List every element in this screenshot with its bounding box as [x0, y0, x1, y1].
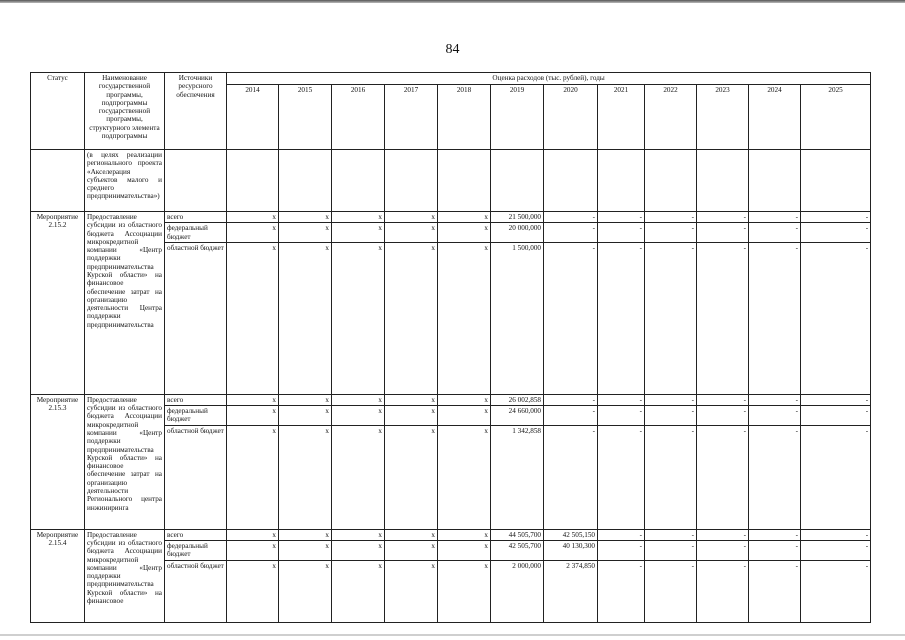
funding-source: всего [165, 529, 227, 540]
year-value-cell: - [598, 394, 645, 405]
year-value-cell: - [801, 223, 871, 243]
year-value-cell: x [279, 394, 332, 405]
year-value-cell: x [332, 529, 385, 540]
year-value-cell: - [801, 425, 871, 529]
year-value-cell: x [227, 425, 279, 529]
year-value-cell: - [598, 540, 645, 560]
year-value-cell: - [697, 560, 749, 622]
scan-bottom-edge [0, 634, 905, 636]
year-value-cell: x [227, 560, 279, 622]
year-value-cell: - [801, 529, 871, 540]
empty-cell [645, 150, 697, 212]
funding-source: областной бюджет [165, 242, 227, 394]
year-value-cell: x [332, 223, 385, 243]
year-value-cell: - [697, 394, 749, 405]
header-year: 2016 [332, 85, 385, 150]
year-value-cell: - [645, 529, 697, 540]
year-value-cell: 42 505,150 [544, 529, 598, 540]
year-value-cell: - [544, 394, 598, 405]
year-value-cell: x [438, 223, 491, 243]
year-value-cell: - [598, 242, 645, 394]
year-value-cell: x [438, 425, 491, 529]
empty-cell [544, 150, 598, 212]
header-year: 2015 [279, 85, 332, 150]
header-year: 2025 [801, 85, 871, 150]
header-year: 2014 [227, 85, 279, 150]
continuation-status-cell [31, 150, 85, 212]
empty-cell [385, 150, 438, 212]
year-value-cell: x [332, 242, 385, 394]
year-value-cell: - [697, 212, 749, 223]
empty-cell [801, 150, 871, 212]
activity-status: Мероприятие 2.15.4 [31, 529, 85, 622]
year-value-cell: - [544, 425, 598, 529]
funding-source: федеральный бюджет [165, 406, 227, 426]
year-value-cell: 1 342,858 [491, 425, 544, 529]
empty-cell [332, 150, 385, 212]
year-value-cell: x [332, 425, 385, 529]
year-value-cell: x [385, 212, 438, 223]
header-year: 2020 [544, 85, 598, 150]
year-value-cell: - [645, 212, 697, 223]
funding-source: областной бюджет [165, 425, 227, 529]
year-value-cell: x [385, 529, 438, 540]
year-value-cell: - [697, 223, 749, 243]
year-value-cell: - [598, 560, 645, 622]
year-value-cell: 2 374,850 [544, 560, 598, 622]
year-value-cell: - [801, 212, 871, 223]
empty-cell [749, 150, 801, 212]
year-value-cell: x [332, 540, 385, 560]
year-value-cell: x [279, 406, 332, 426]
year-value-cell: - [749, 406, 801, 426]
header-year: 2024 [749, 85, 801, 150]
budget-row [31, 394, 871, 405]
year-value-cell: 44 505,700 [491, 529, 544, 540]
budget-table [30, 72, 871, 623]
year-value-cell: - [749, 212, 801, 223]
header-estimate: Оценка расходов (тыс. рублей), годы [227, 73, 871, 85]
year-value-cell: 24 660,000 [491, 406, 544, 426]
year-value-cell: x [332, 406, 385, 426]
activity-name: Предоставление субсидии из областного бюджета Ассоциации микрокредитной компании «Центр поддержки предпринимательства Курской области» на финансовое обеспечение затрат на организацию деятельности Регионального центра инжиниринга [85, 394, 165, 529]
year-value-cell: - [749, 242, 801, 394]
year-value-cell: 1 500,000 [491, 242, 544, 394]
funding-source: областной бюджет [165, 560, 227, 622]
year-value-cell: x [279, 560, 332, 622]
year-value-cell: - [598, 529, 645, 540]
activity-status: Мероприятие 2.15.3 [31, 394, 85, 529]
year-value-cell: x [227, 223, 279, 243]
year-value-cell: - [749, 223, 801, 243]
year-value-cell: x [279, 540, 332, 560]
year-value-cell: - [645, 242, 697, 394]
year-value-cell: - [749, 394, 801, 405]
year-value-cell: - [749, 540, 801, 560]
year-value-cell: 40 130,300 [544, 540, 598, 560]
year-value-cell: - [801, 242, 871, 394]
year-value-cell: x [385, 406, 438, 426]
year-value-cell: - [801, 540, 871, 560]
year-value-cell: x [438, 529, 491, 540]
activity-name: Предоставление субсидии из областного бюджета Ассоциации микрокредитной компании «Центр поддержки предпринимательства Курской области» на финансовое обеспечение затрат на организацию деятельности Центра поддержки предпринимательства [85, 212, 165, 395]
empty-cell [598, 150, 645, 212]
header-sources: Источники ресурсного обеспечения [165, 73, 227, 150]
year-value-cell: - [801, 394, 871, 405]
year-value-cell: x [385, 394, 438, 405]
year-value-cell: x [385, 540, 438, 560]
year-value-cell: - [749, 425, 801, 529]
year-value-cell: - [598, 406, 645, 426]
activity-name: Предоставление субсидии из областного бюджета Ассоциации микрокредитной компании «Центр поддержки предпринимательства Курской области» на финансовое [85, 529, 165, 622]
year-value-cell: x [438, 394, 491, 405]
year-value-cell: - [544, 406, 598, 426]
year-value-cell: - [598, 212, 645, 223]
header-year: 2018 [438, 85, 491, 150]
year-value-cell: x [279, 223, 332, 243]
header-year: 2019 [491, 85, 544, 150]
funding-source: федеральный бюджет [165, 223, 227, 243]
year-value-cell: x [332, 212, 385, 223]
year-value-cell: x [385, 223, 438, 243]
year-value-cell: - [544, 223, 598, 243]
year-value-cell: x [385, 560, 438, 622]
year-value-cell: - [749, 560, 801, 622]
year-value-cell: - [801, 560, 871, 622]
year-value-cell: x [227, 540, 279, 560]
year-value-cell: - [645, 560, 697, 622]
year-value-cell: - [697, 540, 749, 560]
activity-status: Мероприятие 2.15.2 [31, 212, 85, 395]
header-year: 2017 [385, 85, 438, 150]
budget-row [31, 529, 871, 540]
year-value-cell: - [544, 242, 598, 394]
year-value-cell: x [438, 212, 491, 223]
year-value-cell: - [801, 406, 871, 426]
empty-cell [491, 150, 544, 212]
year-value-cell: x [438, 560, 491, 622]
year-value-cell: x [279, 212, 332, 223]
funding-source: федеральный бюджет [165, 540, 227, 560]
year-value-cell: x [332, 394, 385, 405]
year-value-cell: 42 505,700 [491, 540, 544, 560]
year-value-cell: 20 000,000 [491, 223, 544, 243]
empty-cell [165, 150, 227, 212]
empty-cell [279, 150, 332, 212]
year-value-cell: 21 500,000 [491, 212, 544, 223]
empty-cell [697, 150, 749, 212]
header-name: Наименование государственной программы, подпрограммы государственной программы, структурного элемента подпрограммы [85, 73, 165, 150]
year-value-cell: - [697, 406, 749, 426]
year-value-cell: - [645, 223, 697, 243]
year-value-cell: 26 002,858 [491, 394, 544, 405]
scan-top-edge [0, 0, 905, 3]
funding-source: всего [165, 212, 227, 223]
year-value-cell: x [227, 394, 279, 405]
year-value-cell: - [598, 223, 645, 243]
year-value-cell: x [227, 406, 279, 426]
continuation-name: (в целях реализации регионального проекта «Акселерация субъектов малого и среднего предпринимательства») [85, 150, 165, 212]
year-value-cell: x [385, 242, 438, 394]
year-value-cell: x [227, 529, 279, 540]
continuation-row [31, 150, 871, 212]
year-value-cell: x [385, 425, 438, 529]
year-value-cell: - [645, 540, 697, 560]
year-value-cell: - [645, 425, 697, 529]
year-value-cell: x [227, 242, 279, 394]
page-number: 84 [445, 42, 460, 57]
year-value-cell: - [598, 425, 645, 529]
year-value-cell: x [438, 242, 491, 394]
year-value-cell: - [697, 529, 749, 540]
budget-row [31, 212, 871, 223]
header-year: 2023 [697, 85, 749, 150]
year-value-cell: x [279, 529, 332, 540]
year-value-cell: - [749, 529, 801, 540]
year-value-cell: - [645, 406, 697, 426]
empty-cell [438, 150, 491, 212]
year-value-cell: x [438, 540, 491, 560]
year-value-cell: - [697, 242, 749, 394]
year-value-cell: x [279, 242, 332, 394]
empty-cell [227, 150, 279, 212]
year-value-cell: x [279, 425, 332, 529]
year-value-cell: - [645, 394, 697, 405]
header-status: Статус [31, 73, 85, 150]
year-value-cell: x [438, 406, 491, 426]
year-value-cell: x [332, 560, 385, 622]
year-value-cell: 2 000,000 [491, 560, 544, 622]
funding-source: всего [165, 394, 227, 405]
header-year: 2021 [598, 85, 645, 150]
header-year: 2022 [645, 85, 697, 150]
year-value-cell: - [544, 212, 598, 223]
year-value-cell: - [697, 425, 749, 529]
year-value-cell: x [227, 212, 279, 223]
